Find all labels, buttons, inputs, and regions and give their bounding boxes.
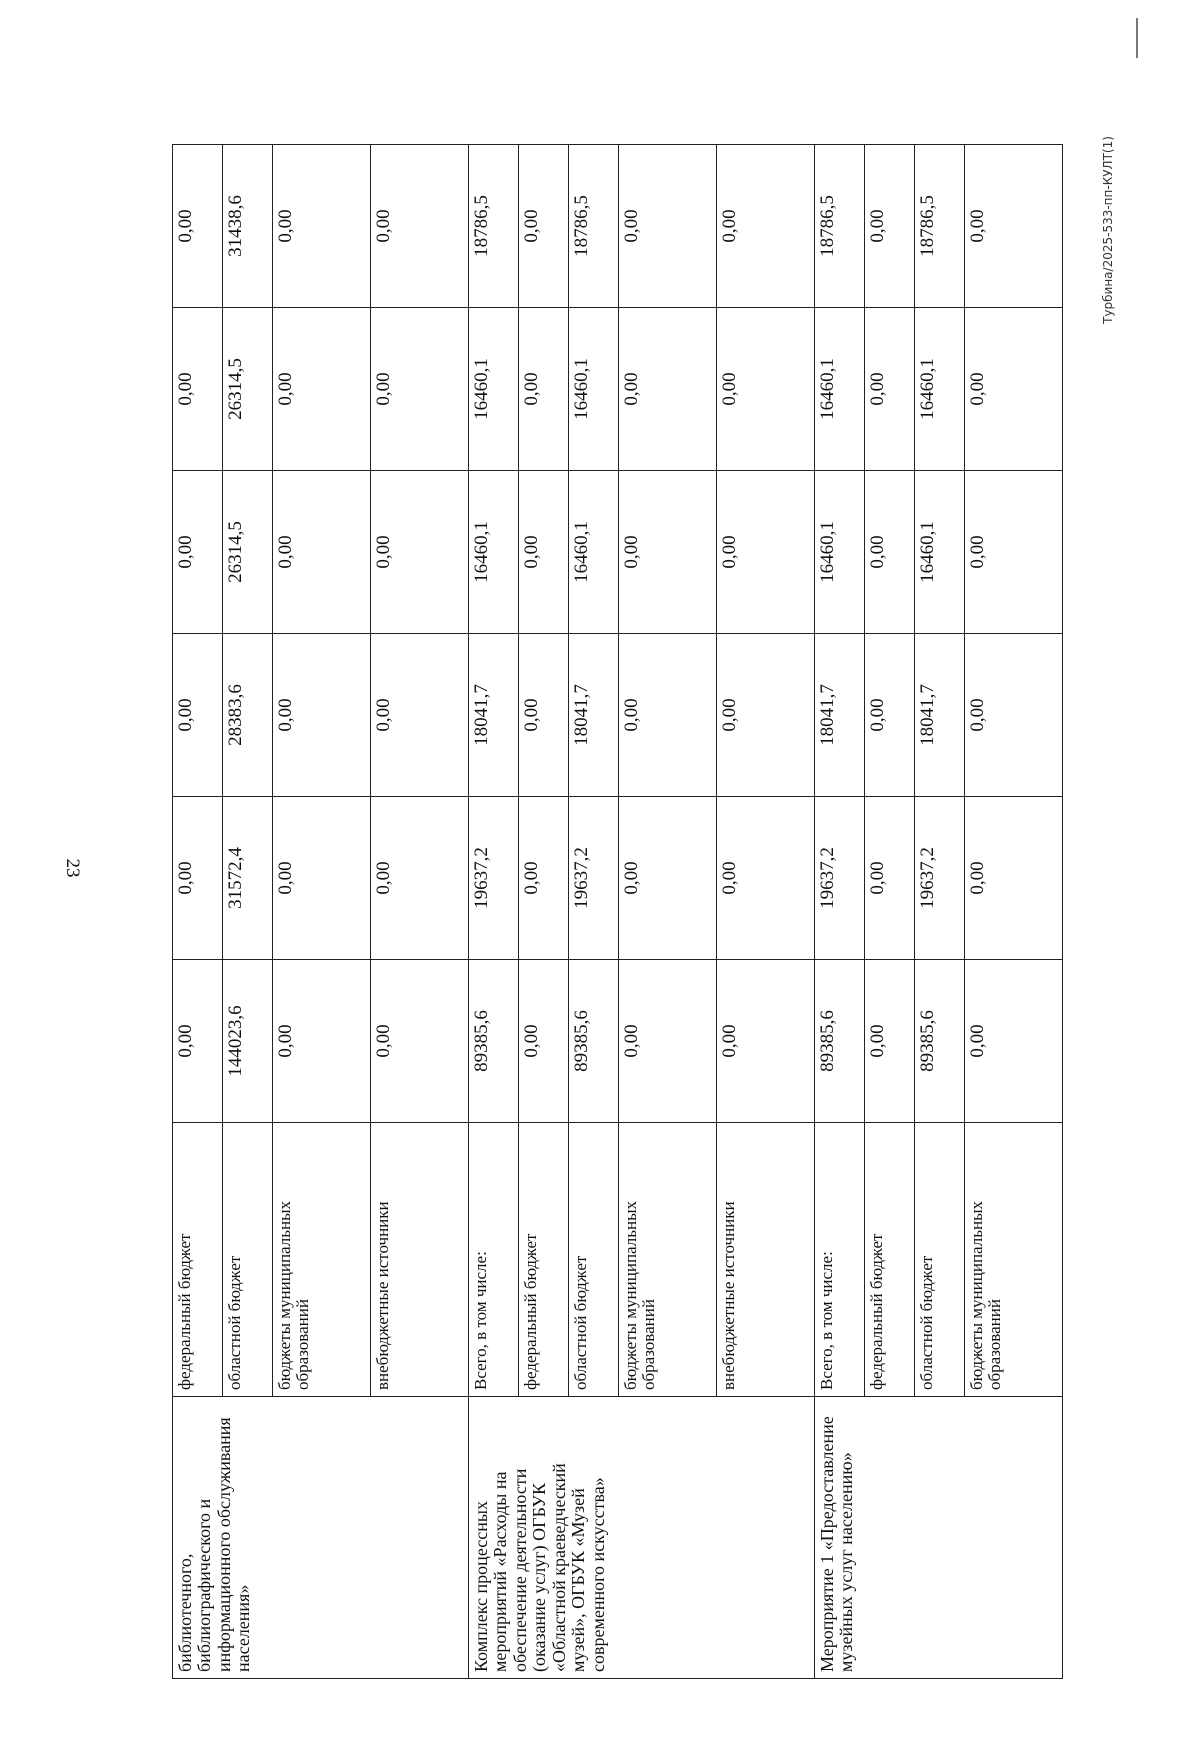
value-cell: 0,00 (371, 145, 469, 308)
value-cell: 16460,1 (915, 471, 965, 634)
value-cell: 16460,1 (569, 308, 619, 471)
value-cell: 0,00 (965, 960, 1063, 1123)
budget-table-rotated (172, 145, 1049, 1679)
value-cell: 0,00 (173, 960, 223, 1123)
value-cell: 18041,7 (915, 634, 965, 797)
value-cell: 0,00 (173, 308, 223, 471)
value-cell: 0,00 (865, 471, 915, 634)
value-cell: 16460,1 (569, 471, 619, 634)
value-cell: 0,00 (717, 960, 815, 1123)
value-cell: 0,00 (865, 145, 915, 308)
value-cell: 26314,5 (223, 471, 273, 634)
value-cell: 0,00 (965, 634, 1063, 797)
value-cell: 0,00 (717, 471, 815, 634)
funding-source-cell: внебюджетные источники (371, 1123, 469, 1397)
value-cell: 31438,6 (223, 145, 273, 308)
value-cell: 144023,6 (223, 960, 273, 1123)
funding-source-cell: внебюджетные источники (717, 1123, 815, 1397)
value-cell: 0,00 (173, 634, 223, 797)
value-cell: 0,00 (619, 308, 717, 471)
scan-edge-mark (1136, 18, 1138, 58)
value-cell: 16460,1 (469, 308, 519, 471)
value-cell: 0,00 (173, 797, 223, 960)
value-cell: 0,00 (519, 797, 569, 960)
budget-table (172, 144, 1063, 1679)
value-cell: 0,00 (371, 797, 469, 960)
value-cell: 0,00 (619, 145, 717, 308)
value-cell: 0,00 (519, 145, 569, 308)
value-cell: 0,00 (173, 145, 223, 308)
funding-source-cell: бюджеты муниципальных образований (619, 1123, 717, 1397)
value-cell: 0,00 (619, 634, 717, 797)
value-cell: 0,00 (519, 308, 569, 471)
value-cell: 18786,5 (915, 145, 965, 308)
value-cell: 0,00 (371, 308, 469, 471)
value-cell: 18786,5 (815, 145, 865, 308)
value-cell: 89385,6 (815, 960, 865, 1123)
value-cell: 0,00 (519, 960, 569, 1123)
value-cell: 0,00 (717, 145, 815, 308)
value-cell: 0,00 (865, 634, 915, 797)
funding-source-cell: областной бюджет (223, 1123, 273, 1397)
value-cell: 0,00 (965, 797, 1063, 960)
value-cell: 0,00 (273, 797, 371, 960)
value-cell: 18786,5 (569, 145, 619, 308)
program-name-cell: Мероприятие 1 «Предоставление музейных услуг населению» (815, 1397, 1063, 1679)
program-name-cell: библиотечного, библиографического и информационного обслуживания населения» (173, 1397, 469, 1679)
value-cell: 0,00 (273, 960, 371, 1123)
value-cell: 89385,6 (915, 960, 965, 1123)
value-cell: 0,00 (173, 471, 223, 634)
value-cell: 0,00 (717, 308, 815, 471)
table-row (469, 145, 519, 1679)
value-cell: 0,00 (371, 634, 469, 797)
value-cell: 26314,5 (223, 308, 273, 471)
funding-source-cell: Всего, в том числе: (469, 1123, 519, 1397)
value-cell: 18041,7 (815, 634, 865, 797)
value-cell: 18041,7 (569, 634, 619, 797)
value-cell: 0,00 (273, 471, 371, 634)
value-cell: 0,00 (865, 797, 915, 960)
funding-source-cell: областной бюджет (915, 1123, 965, 1397)
value-cell: 0,00 (717, 797, 815, 960)
value-cell: 16460,1 (469, 471, 519, 634)
funding-source-cell: областной бюджет (569, 1123, 619, 1397)
value-cell: 0,00 (619, 471, 717, 634)
value-cell: 0,00 (371, 960, 469, 1123)
value-cell: 0,00 (965, 308, 1063, 471)
value-cell: 0,00 (865, 960, 915, 1123)
value-cell: 89385,6 (569, 960, 619, 1123)
value-cell: 18041,7 (469, 634, 519, 797)
funding-source-cell: бюджеты муниципальных образований (273, 1123, 371, 1397)
value-cell: 19637,2 (469, 797, 519, 960)
value-cell: 0,00 (273, 308, 371, 471)
value-cell: 16460,1 (815, 308, 865, 471)
value-cell: 0,00 (519, 471, 569, 634)
value-cell: 0,00 (519, 634, 569, 797)
funding-source-cell: федеральный бюджет (173, 1123, 223, 1397)
value-cell: 89385,6 (469, 960, 519, 1123)
value-cell: 16460,1 (815, 471, 865, 634)
value-cell: 19637,2 (569, 797, 619, 960)
value-cell: 18786,5 (469, 145, 519, 308)
value-cell: 0,00 (619, 960, 717, 1123)
table-row (173, 145, 223, 1679)
value-cell: 0,00 (717, 634, 815, 797)
value-cell: 0,00 (865, 308, 915, 471)
funding-source-cell: федеральный бюджет (519, 1123, 569, 1397)
value-cell: 0,00 (273, 634, 371, 797)
document-code: Турбина/2025-533-пп-КУЛТ(1) (1101, 136, 1115, 324)
value-cell: 0,00 (965, 471, 1063, 634)
funding-source-cell: Всего, в том числе: (815, 1123, 865, 1397)
page-number: 23 (62, 858, 83, 878)
value-cell: 0,00 (371, 471, 469, 634)
funding-source-cell: бюджеты муниципальных образований (965, 1123, 1063, 1397)
table-row (815, 145, 865, 1679)
value-cell: 19637,2 (915, 797, 965, 960)
value-cell: 0,00 (965, 145, 1063, 308)
program-name-cell: Комплекс процессных мероприятий «Расходы на обеспечение деятельности (оказание услуг) ОГБУК «Областной краеведческий музей», ОГБУК «Музей современного искусства» (469, 1397, 815, 1679)
value-cell: 19637,2 (815, 797, 865, 960)
value-cell: 0,00 (273, 145, 371, 308)
value-cell: 31572,4 (223, 797, 273, 960)
value-cell: 0,00 (619, 797, 717, 960)
value-cell: 28383,6 (223, 634, 273, 797)
funding-source-cell: федеральный бюджет (865, 1123, 915, 1397)
value-cell: 16460,1 (915, 308, 965, 471)
